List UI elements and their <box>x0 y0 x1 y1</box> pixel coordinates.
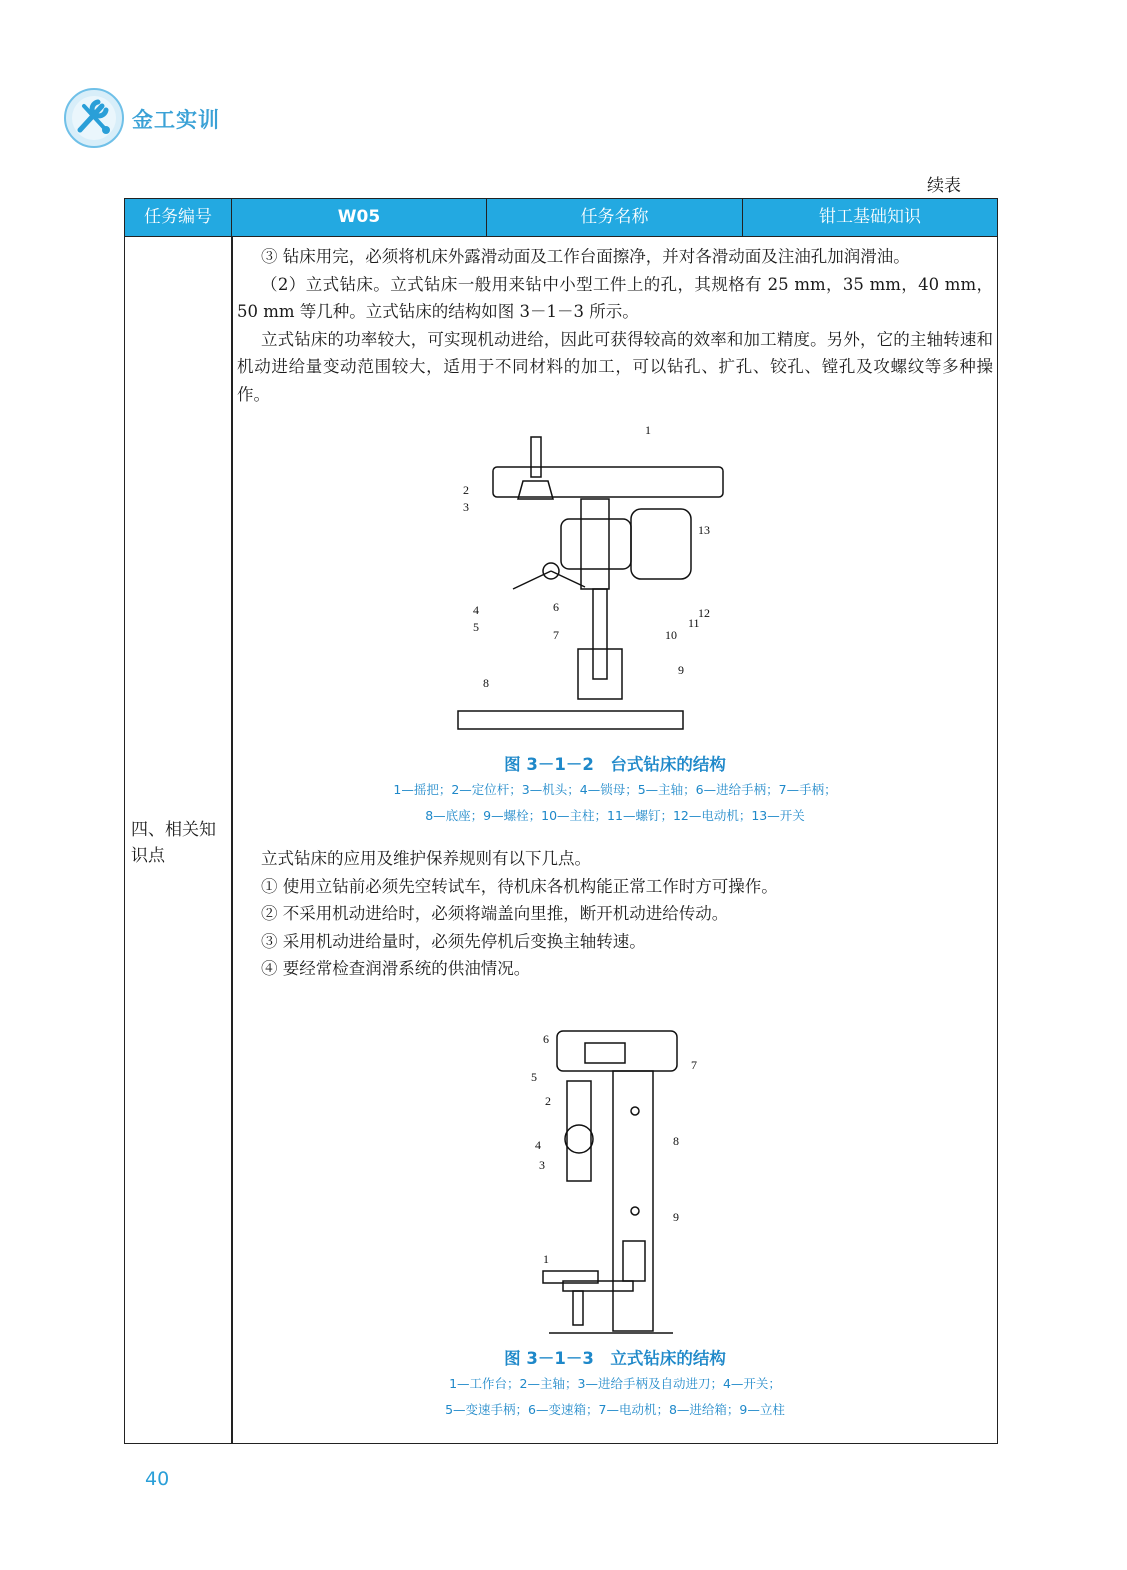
book-logo-icon <box>62 86 126 150</box>
paragraph: 立式钻床的功率较大，可实现机动进给，因此可获得较高的效率和加工精度。另外，它的主轴转速和机动进给量变动范围较大，适用于不同材料的加工，可以钻孔、扩孔、铰孔、镗孔及攻螺纹等多种操作。 <box>237 329 993 404</box>
section-label: 四、相关知识点 <box>131 820 216 866</box>
page-number: 40 <box>145 1468 170 1490</box>
figure1-label: 1 <box>645 423 651 437</box>
figure2-label: 9 <box>673 1210 679 1224</box>
figure1-label: 13 <box>698 523 710 537</box>
header-task-name-label: 任务名称 <box>487 199 743 236</box>
figure1-label: 6 <box>553 600 559 614</box>
figure1-label: 2 <box>463 483 469 497</box>
figure1-label: 5 <box>473 620 479 634</box>
header-task-number-value: W05 <box>232 199 487 236</box>
header-task-number-label: 任务编号 <box>125 199 232 236</box>
figure1-label: 10 <box>665 628 677 642</box>
figure1-label: 12 <box>698 606 710 620</box>
figure2-label: 4 <box>535 1138 541 1152</box>
figure1-label: 4 <box>473 603 479 617</box>
figure1-legend-line1: 1—摇把；2—定位杆；3—机头；4—锁母；5—主轴；6—进给手柄；7—手柄； <box>393 782 837 797</box>
content-body <box>237 243 993 408</box>
table-header-row <box>125 199 997 237</box>
book-title: 金工实训 <box>132 108 220 132</box>
paragraph: ③ 钻床用完，必须将机床外露滑动面及工作台面擦净，并对各滑动面及注油孔加润滑油。 <box>261 247 910 266</box>
header-task-name-value: 钳工基础知识 <box>819 207 921 227</box>
figure2-label: 7 <box>691 1058 697 1072</box>
figure2-label: 1 <box>543 1252 549 1266</box>
rule-item: ④ 要经常检查润滑系统的供油情况。 <box>261 959 531 978</box>
figure2-legend-line1: 1—工作台；2—主轴；3—进给手柄及自动进刀；4—开关； <box>449 1376 781 1391</box>
figure2-label: 8 <box>673 1134 679 1148</box>
figure1-label: 7 <box>553 628 559 642</box>
rule-item: ① 使用立钻前必须先空转试车，待机床各机构能正常工作时方可操作。 <box>261 876 778 896</box>
figure2-label: 6 <box>543 1032 549 1046</box>
bench-drill-diagram <box>453 419 710 749</box>
figure2-title: 图 3－1－3 立式钻床的结构 <box>504 1349 726 1368</box>
rule-item: ③ 采用机动进给量时，必须先停机后变换主轴转速。 <box>261 931 646 951</box>
continued-label: 续表 <box>927 176 961 196</box>
figure1-label: 3 <box>463 500 469 514</box>
rules-intro: 立式钻床的应用及维护保养规则有以下几点。 <box>261 849 591 868</box>
rules-section <box>237 845 993 983</box>
figure1-label: 8 <box>483 676 489 690</box>
paragraph: （2）立式钻床。立式钻床一般用来钻中小型工件上的孔，其规格有 25 mm，35 mm，40 mm，50 mm 等几种。立式钻床的结构如图 3－1－3 所示。 <box>237 274 993 321</box>
figure2-label: 5 <box>531 1070 537 1084</box>
figure1-title: 图 3－1－2 台式钻床的结构 <box>504 755 726 774</box>
figure2-label: 3 <box>539 1158 545 1172</box>
figure2-label: 2 <box>545 1094 551 1108</box>
task-table <box>124 198 998 1444</box>
rule-item: ② 不采用机动进给时，必须将端盖向里推，断开机动进给传动。 <box>261 904 729 923</box>
figure1-label: 11 <box>688 616 700 630</box>
vertical-drill-diagram <box>523 1021 703 1337</box>
figure1-legend-line2: 8—底座；9—螺栓；10—主柱；11—螺钉；12—电动机；13—开关 <box>425 808 805 823</box>
figure1-label: 9 <box>678 663 684 677</box>
column-divider <box>231 237 233 1443</box>
figure2-legend-line2: 5—变速手柄；6—变速箱；7—电动机；8—进给箱；9—立柱 <box>445 1402 785 1417</box>
